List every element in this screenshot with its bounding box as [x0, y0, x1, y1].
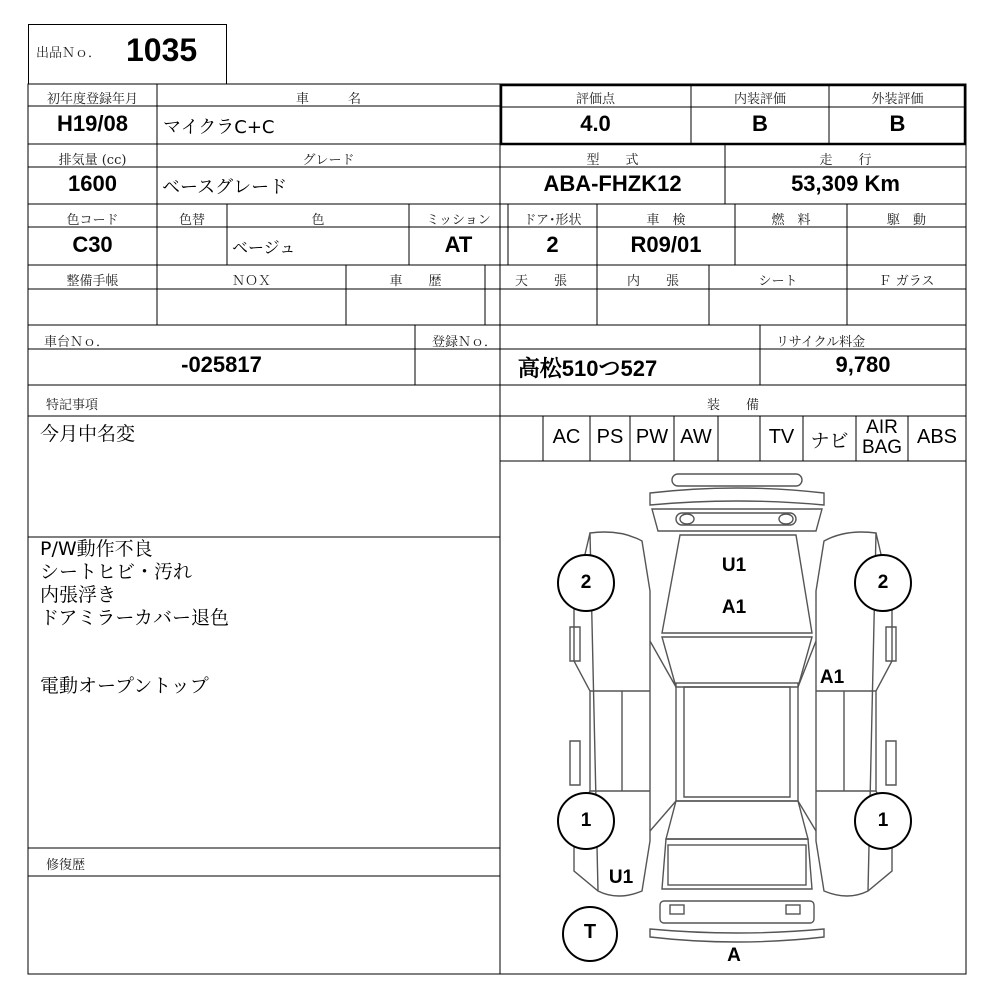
remark-line-2: P/W動作不良: [40, 538, 153, 560]
seat-label: シート: [758, 274, 798, 289]
grade-value: ベースグレード: [162, 177, 288, 198]
score-value: 4.0: [580, 111, 611, 136]
f-glass-label: Ｆ ガラス: [878, 274, 935, 289]
displacement-label: 排気量 (cc): [58, 153, 127, 168]
grade-label: グレード: [302, 153, 355, 168]
chassis-no-label: 車台Ｎｏ．: [44, 335, 110, 350]
first-reg-value: H19/08: [57, 111, 128, 136]
service-book-label: 整備手帳: [66, 274, 119, 289]
roof-label: 天 張: [514, 274, 567, 289]
reg-no-value: 高松510つ527: [517, 356, 658, 381]
remark-line-3: シートヒビ・汚れ: [40, 561, 193, 583]
exterior-label: 外装評価: [871, 92, 924, 107]
remark-line-6: 電動オープントップ: [40, 675, 209, 697]
reg-no-label: 登録Ｎｏ．: [432, 335, 498, 350]
interior-label: 内装評価: [733, 92, 786, 107]
mark-rear-bumper: A: [727, 945, 741, 966]
mark-hood-upper: U1: [721, 555, 747, 576]
fuel-label: 燃 料: [771, 213, 811, 228]
remark-line-1: 今月中名変: [40, 423, 136, 445]
mark-tyre-front-left: 2: [580, 572, 592, 593]
vehicle-diagram: [500, 461, 966, 974]
inner-lining-label: 内 張: [626, 274, 679, 289]
mark-tyre-front-right: 2: [877, 572, 889, 593]
mark-spare-tyre: T: [583, 921, 597, 943]
exterior-value: B: [889, 111, 906, 136]
color-value: ベージュ: [232, 238, 296, 257]
inspection-label: 車 検: [646, 213, 686, 228]
color-code-label: 色コード: [66, 213, 119, 228]
recycle-fee-label: リサイクル料金: [776, 335, 866, 350]
equipment-item-aw: AW: [680, 426, 712, 448]
score-label: 評価点: [575, 92, 615, 107]
transmission-value: AT: [444, 232, 473, 257]
chassis-no-value: -025817: [181, 352, 262, 377]
first-reg-label: 初年度登録年月: [46, 92, 138, 107]
remark-line-5: ドアミラーカバー退色: [40, 607, 230, 629]
transmission-label: ミッション: [426, 213, 491, 228]
car-name-value: マイクラC+C: [163, 117, 275, 138]
mark-right-side: A1: [819, 667, 845, 688]
equipment-item-ps: PS: [596, 426, 624, 448]
equipment-item-navi: ナビ: [810, 430, 849, 452]
mileage-value: 53,309 Km: [791, 171, 900, 196]
equipment-item-pw: PW: [635, 426, 669, 448]
mark-rear-left: U1: [608, 867, 634, 888]
mark-tyre-rear-right: 1: [877, 810, 889, 831]
lot-number: 1035: [126, 32, 198, 68]
equipment-item-tv: TV: [768, 426, 795, 448]
model-value: ABA-FHZK12: [543, 171, 682, 196]
color-code-value: C30: [72, 232, 113, 257]
recycle-fee-value: 9,780: [835, 352, 891, 377]
car-name-label: 車 名: [295, 92, 361, 107]
model-label: 型 式: [586, 153, 639, 168]
equipment-item-abs: ABS: [916, 426, 958, 448]
remark-line-4: 内張浮き: [40, 584, 117, 606]
inspection-value: R09/01: [630, 232, 702, 257]
interior-value: B: [752, 111, 768, 136]
displacement-value: 1600: [68, 171, 117, 196]
repair-history-label: 修復歴: [46, 858, 86, 873]
drive-label: 駆 動: [886, 213, 926, 228]
color-change-label: 色替: [178, 213, 205, 228]
color-label: 色: [311, 213, 325, 228]
mileage-label: 走 行: [819, 153, 872, 168]
door-shape-value: 2: [546, 232, 559, 257]
history-label: 車 歴: [389, 274, 442, 289]
equipment-item-airbag: AIR BAG: [861, 417, 903, 458]
nox-label: ＮＯＸ: [231, 274, 271, 289]
lot-label: 出品Ｎｏ．: [36, 46, 102, 61]
equipment-label: 装 備: [706, 398, 759, 413]
remarks-label: 特記事項: [46, 398, 99, 413]
equipment-item-ac: AC: [552, 426, 581, 448]
mark-tyre-rear-left: 1: [580, 810, 592, 831]
door-shape-label: ドア･形状: [523, 213, 582, 228]
mark-hood-lower: A1: [721, 597, 747, 618]
